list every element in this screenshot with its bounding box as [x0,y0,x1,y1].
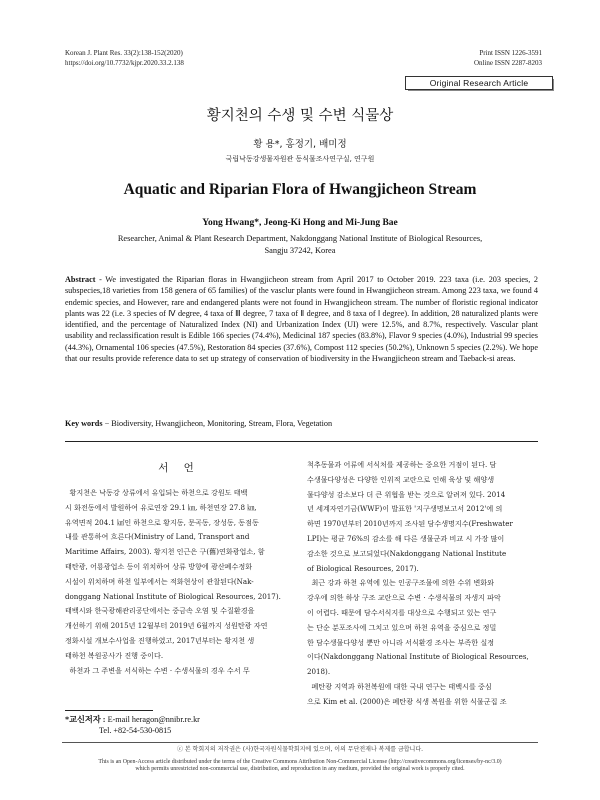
issn-block [474,48,542,68]
journal-header [65,48,184,68]
journal-citation: Korean J. Plant Res. 33(2):138-152(2020) [65,49,183,57]
section-title-introduction: 서 언 [158,462,200,474]
body-line: 감소한 것으로 보고되었다(Nakdonggang National Institute [307,548,507,558]
open-access-notice [0,759,600,773]
keywords-text: − Biodiversity, Hwangjicheon, Monitoring, Stream, Flora, Vegetation [102,419,333,428]
body-line: 강우에 의한 하상 구조 교란으로 수변 · 수생식물의 자생지 파악 [307,593,501,603]
korean-authors: 황 용*, 홍정기, 배미정 [253,139,347,150]
body-line: 폐탄광 지역과 하천복원에 대한 국내 연구는 태백시를 중심 [307,681,492,691]
body-line: 정화시설 개보수사업을 진행하였고, 2017년부터는 황지천 생 [65,635,255,645]
online-issn: Online ISSN 2287-8203 [473,59,542,67]
footnote-label: *교신저자 : [65,715,106,724]
body-line: 2018). [307,667,331,677]
body-line: 하면 1970년부터 2010년까지 조사된 담수생명지수(Freshwater [307,519,513,529]
body-line: 이다(Nakdonggang National Institute of Biological Resources, [307,652,529,662]
body-line: donggang National Institute of Biological Resources, 2017). [65,591,281,601]
license-line: This is an Open-Access article distributed under the terms of the Creative Commons Attribution Non-Commercial License (http://creativecommons.org/licenses/by-nc/3.0) [98,759,502,765]
body-line: 이 어렵다. 때문에 담수서식지를 대상으로 수행되고 있는 연구 [307,607,497,617]
doi-link[interactable]: https://doi.org/10.7732/kjpr.2020.33.2.138 [65,59,184,67]
author-phone: Tel. +82-54-530-0815 [99,726,172,735]
keywords-label: Key words [65,419,103,428]
section-divider [65,441,538,442]
article-type-badge: Original Research Article [405,76,553,90]
affiliation-line-1: Researcher, Animal & Plant Research Department, Nakdonggang National Institute of Biological Resources, [117,234,483,243]
body-line: 하천과 그 주변을 서식하는 수변 · 수생식물의 경우 수서 무 [65,665,250,675]
body-line: 시설이 위치하며 하천 일부에서는 적화현상이 관찰된다(Nak- [65,576,254,586]
abstract-text: - We investigated the Riparian floras in Hwangjicheon stream from April 2017 to October 2019. 223 taxa (i.e. 203 species, 2 subspecies,18 varieties from 158 genera of 65 families) of the vasclur plants were found in Hwangjicheon stream. Among 223 taxa, we found 4 endemic species, and However, rare and endangered plants were not found in Hwangjicheon stream. The number of floristic regional indicator plants was 22 (i.e. 3 species of Ⅳ degree, 4 taxa of Ⅲ degree, 7 taxa of Ⅱ degree, and 8 taxa of Ⅰ degree). In addition, 28 naturalized plants were identified, and the percentage of Naturalized Index (NI) and Urbanization Index (UI) were 12.5%, and 8.7%, respectively. Vascular plant usability and reclassification result is Edible 166 species (74.4%), Medicinal 187 species (83.8%), Flavor 9 species (4.0%), Industrial 99 species (44.3%), Ornamental 106 species (47.5%), Restoration 84 species (37.6%), Compost 112 species (50.2%), Unknown 5 species (2.2%). We hope that our results provide reference data to set up strategy of conservation of biodiversity in the Hwangjicheon stream and Taeback-si areas. [65,275,538,364]
body-line: 개선하기 위해 2015년 12월부터 2019년 6월까지 성원탄광 자연 [65,621,268,631]
body-line: 유역면적 204.1 ㎢인 하천으로 황지동, 문곡동, 장성동, 동점동 [65,517,259,527]
abstract [65,274,538,364]
right-column [307,458,538,710]
copyright-notice: ⓒ 본 학회지의 저작권은 (사)한국자원식물학회지에 있으며, 이의 무단전재나 복제를 금합니다. [176,746,424,753]
body-line: 황지천은 낙동강 상류에서 유입되는 하천으로 강원도 태백 [65,488,248,497]
print-issn: Print ISSN 1226-3591 [479,49,542,57]
body-line: 태하천 복원공사가 진행 중이다. [65,650,164,660]
body-line: 시 화전동에서 발원하여 유로연장 29.1 ㎞, 하천연장 27.8 ㎞, [65,502,257,512]
english-affiliation [60,233,540,256]
license-line: which permits unrestricted non-commercial use, distribution, and reproduction in any medium, provided the original work is properly cited. [135,766,465,773]
body-line: 척추동물과 어류에 서식처를 제공하는 중요한 거점이 된다. 담 [307,460,497,469]
body-line: 한 담수생물다양성 뿐만 아니라 서식환경 조사는 부족한 실정 [307,637,495,647]
english-title: Aquatic and Riparian Flora of Hwangjicheon Stream [123,181,477,198]
author-email[interactable]: E-mail heragon@nnibr.re.kr [105,715,200,724]
body-line: 는 단순 분포조사에 그치고 있으며 하천 유역을 중심으로 정밀 [307,622,497,632]
body-line: 수생물다양성은 다양한 인위적 교란으로 인해 육상 및 해양생 [307,474,495,484]
korean-affiliation: 국립낙동강생물자원관 동식물조사연구실, 연구원 [225,155,375,163]
body-line: 내를 관통하여 흐른다(Ministry of Land, Transport and [65,532,250,542]
body-line: 물다양성 감소보다 더 큰 위협을 받는 것으로 알려져 있다. 2014 [307,489,506,499]
abstract-label: Abstract [65,275,96,284]
bottom-rule [62,742,538,743]
body-line: 으로 Kim et al. (2000)은 폐탄광 식생 복원을 위한 식물군집 조 [307,696,507,706]
body-line: 최근 강과 하천 유역에 있는 인공구조물에 의한 수위 변화와 [307,578,495,588]
body-line: 태탄광, 어룡광업소 등이 위치하여 상류 방향에 광산폐수정화 [65,561,253,571]
keywords [65,418,538,429]
body-line: of Biological Resources, 2017). [307,563,419,573]
english-authors: Yong Hwang*, Jeong-Ki Hong and Mi-Jung Bae [202,218,398,228]
affiliation-line-2: Sangju 37242, Korea [264,245,336,255]
body-line: Maritime Affairs, 2003). 황지천 인근은 구(舊)연화광업소, 함 [65,547,265,557]
body-line: 태백시와 한국광해관리공단에서는 중금속 오염 및 수질환경을 [65,606,255,616]
footnote-rule [65,710,153,711]
korean-title: 황지천의 수생 및 수변 식물상 [206,108,394,124]
body-line: LPI)는 평균 76%의 감소를 해 다른 생물군과 비교 시 가장 많이 [307,533,505,543]
corresponding-author-footnote [65,714,200,736]
left-column [65,486,293,678]
body-line: 년 세계자연기금(WWF)이 발표한 '지구생명보고서 2012'에 의 [307,504,503,514]
